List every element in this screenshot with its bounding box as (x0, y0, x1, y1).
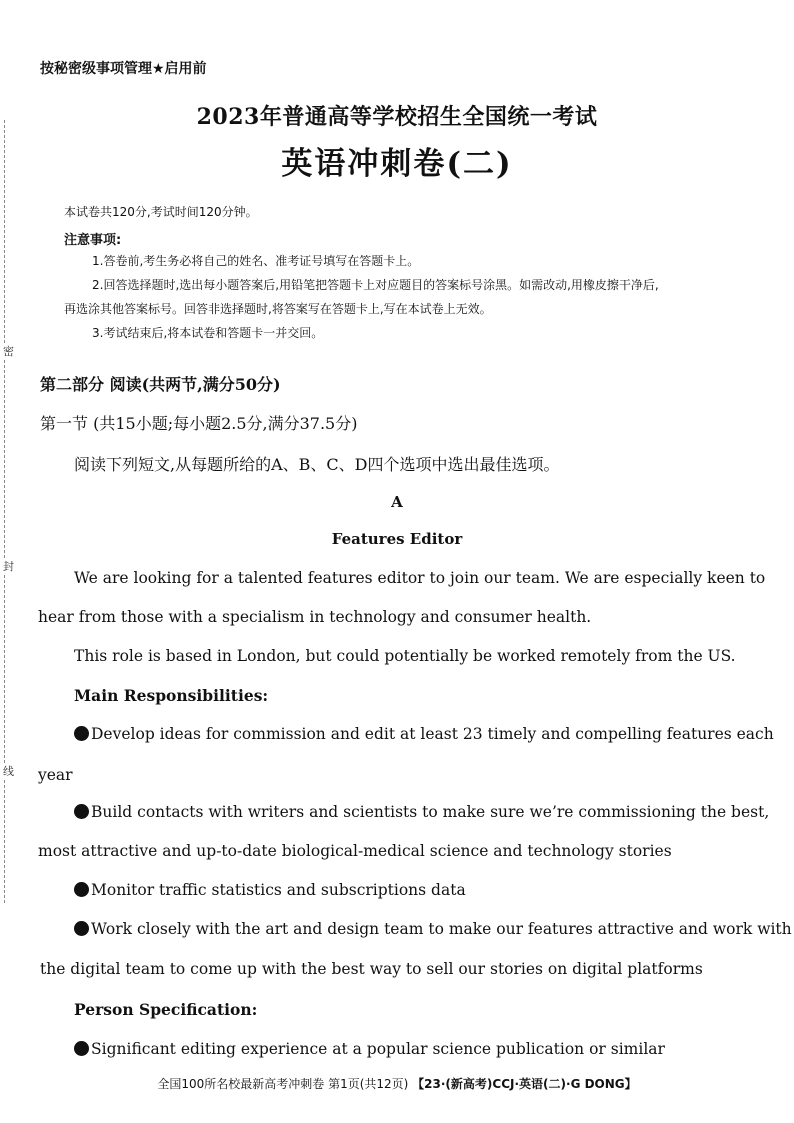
margin-mark: 封 (3, 560, 17, 574)
list-item-text: Monitor traffic statistics and subscriptions data (91, 881, 466, 899)
list-item-text: Significant editing experience at a popular science publication or similar (91, 1040, 665, 1058)
bullet-icon (74, 726, 89, 741)
page-footer (0, 1075, 794, 1092)
passage-paragraph: We are looking for a talented features editor to join our team. We are especially keen to (74, 569, 766, 587)
responsibilities-heading: Main Responsibilities: (74, 686, 269, 705)
margin-mark: 线 (3, 765, 17, 779)
list-item (74, 803, 769, 821)
footer-code: 【23·(新高考)CCJ·英语(二)·G DONG】 (412, 1077, 637, 1091)
passage-label: A (391, 493, 403, 511)
spec-heading: Person Specification: (74, 1000, 258, 1019)
notice-item-1: 1.答卷前,考生务必将自己的姓名、准考证号填写在答题卡上。 (92, 254, 420, 268)
notice-item-3: 3.考试结束后,将本试卷和答题卡一并交回。 (92, 326, 324, 340)
secret-notice: 按秘密级事项管理★启用前 (40, 61, 207, 77)
bullet-icon (74, 804, 89, 819)
list-item-continued: year (38, 766, 73, 784)
list-item (74, 725, 774, 743)
list-item-continued: the digital team to come up with the best way to sell our stories on digital platforms (40, 960, 703, 978)
part-heading: 第二部分 阅读(共两节,满分50分) (40, 375, 281, 394)
passage-paragraph: This role is based in London, but could potentially be worked remotely from the US. (74, 647, 736, 665)
list-item (74, 881, 466, 899)
passage-paragraph-continued: hear from those with a specialism in technology and consumer health. (38, 608, 592, 626)
paper-title: 英语冲刺卷(二) (281, 146, 513, 182)
bullet-icon (74, 882, 89, 897)
footer-text: 全国100所名校最新高考冲刺卷 第1页(共12页) (157, 1077, 409, 1091)
list-item-continued: most attractive and up-to-date biological-medical science and technology stories (38, 842, 672, 860)
list-item-text: Work closely with the art and design team to make our features attractive and work with (91, 920, 792, 938)
list-item-text: Develop ideas for commission and edit at least 23 timely and compelling features each (91, 725, 774, 743)
exam-title: 2023年普通高等学校招生全国统一考试 (196, 104, 598, 130)
notice-item-2: 2.回答选择题时,选出每小题答案后,用铅笔把答题卡上对应题目的答案标号涂黑。如需改动,用橡皮擦干净后, (92, 278, 659, 292)
list-item (74, 920, 792, 938)
bullet-icon (74, 921, 89, 936)
notice-heading: 注意事项: (64, 233, 122, 248)
notice-item-2-continued: 再选涂其他答案标号。回答非选择题时,将答案写在答题卡上,写在本试卷上无效。 (64, 302, 492, 316)
bullet-icon (74, 1041, 89, 1056)
section-heading: 第一节 (共15小题;每小题2.5分,满分37.5分) (40, 414, 358, 433)
margin-mark: 密 (3, 345, 17, 359)
passage-title: Features Editor (331, 530, 463, 548)
reading-instruction: 阅读下列短文,从每题所给的A、B、C、D四个选项中选出最佳选项。 (74, 455, 560, 474)
exam-intro: 本试卷共120分,考试时间120分钟。 (64, 205, 258, 219)
list-item (74, 1040, 665, 1058)
binding-dashed-line (3, 120, 14, 903)
list-item-text: Build contacts with writers and scientists to make sure we’re commissioning the best, (91, 803, 770, 821)
